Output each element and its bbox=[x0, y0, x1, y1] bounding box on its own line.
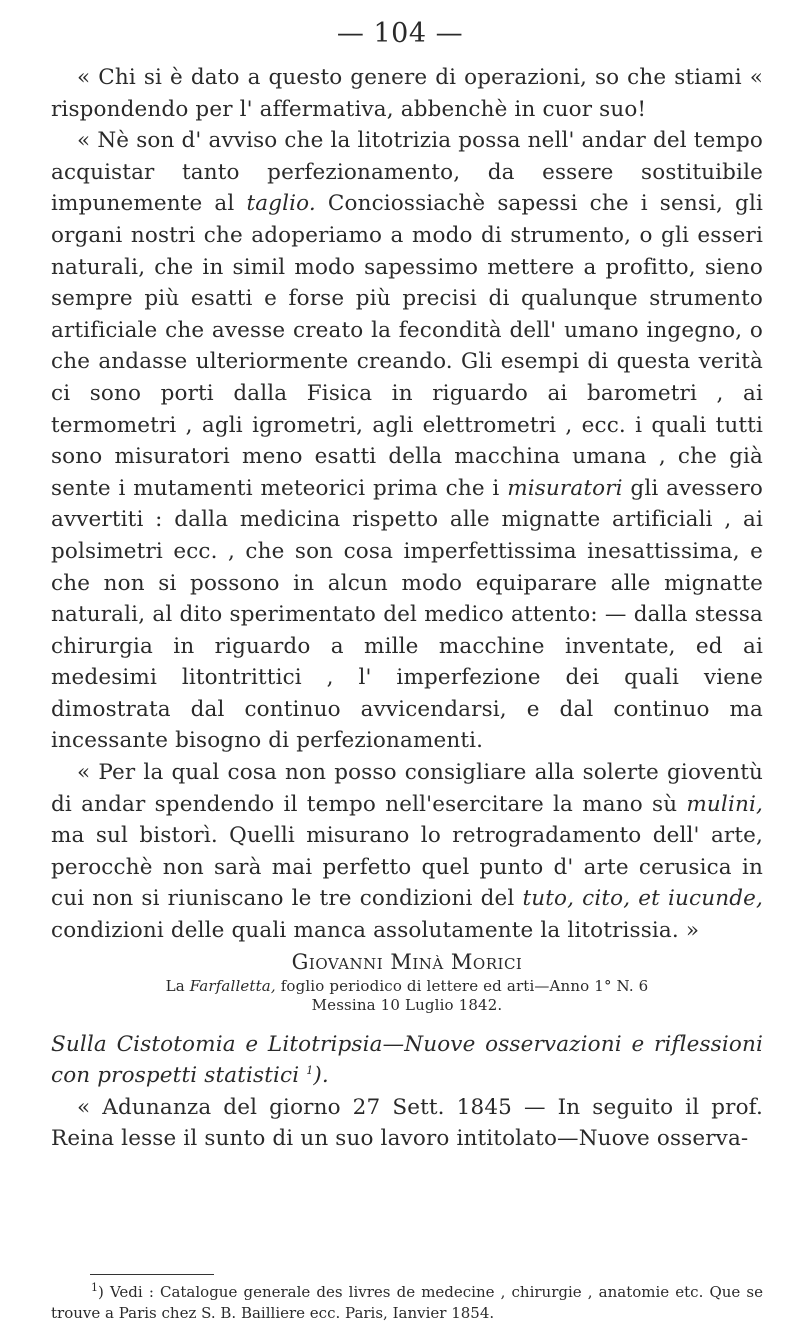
source-citation bbox=[51, 977, 763, 996]
paragraph-text: « Nè son d' avviso che la litotrizia possa nell' andar del tempo acquistar tanto perfezionamento, da essere sostituibile impunemente al bbox=[51, 128, 763, 217]
footnote-reference: 1 bbox=[306, 1064, 314, 1078]
section-title-text: Sulla Cistotomia e Litotripsia—Nuove osservazioni e riflessioni con prospetti statistici bbox=[51, 1031, 763, 1089]
paragraph-quote-2 bbox=[51, 125, 763, 757]
paragraph-adunanza bbox=[51, 1092, 763, 1155]
paragraph-quote-1 bbox=[51, 62, 763, 125]
paragraph-text: condizioni delle quali manca assolutamente la litotrissia. » bbox=[51, 918, 700, 944]
section-title bbox=[51, 1029, 763, 1092]
italic-term: misuratori bbox=[507, 475, 623, 501]
section-title-end: ). bbox=[313, 1063, 329, 1089]
page-number: — 104 — bbox=[336, 18, 464, 49]
footnote-text: ) Vedi : Catalogue generale des livres de medecine , chirurgie , anatomie etc. Que se trouve a Paris chez S. B. Bailliere ecc. Paris, Ianvier 1854. bbox=[51, 1283, 763, 1322]
paragraph-text: « Chi si è dato a questo genere di operazioni, so che stiami « rispondendo per l' affermativa, abbenchè in cuor suo! bbox=[51, 65, 763, 122]
footnote-divider bbox=[90, 1274, 214, 1275]
source-journal: Farfalletta, bbox=[189, 976, 276, 995]
footnote-mark: 1 bbox=[91, 1281, 98, 1294]
source-prefix: La bbox=[165, 976, 190, 995]
paragraph-text: Conciossiachè sapessi che i sensi, gli organi nostri che adoperiamo a modo di strumento, o gli esseri naturali, che in simil modo sapessimo mettere a profitto, sieno sempre più esatti e forse più precisi di qualunque strumento artificiale che avesse creato la fecondità dell' umano ingegno, o che andasse ulteriormente creando. Gli esempi di questa verità ci sono porti dalla Fisica in riguardo ai barometri , ai termometri , agli igrometri, agli elettrometri , ecc. i quali tutti sono misuratori meno esatti della macchina umana , che già sente i mutamenti meteorici prima che i bbox=[51, 191, 763, 501]
author-signature: Giovanni Minà Morici bbox=[291, 949, 523, 974]
italic-term: mulini, bbox=[686, 791, 763, 817]
paragraph-text: « Per la qual cosa non posso consigliare alla solerte gioventù di andar spendendo il tempo nell'esercitare la mano sù bbox=[51, 760, 763, 817]
body-text bbox=[51, 62, 763, 1155]
italic-term: taglio. bbox=[246, 191, 316, 217]
source-citation-line2: Messina 10 Luglio 1842. bbox=[311, 995, 503, 1014]
paragraph-text: ma sul bistorì. Quelli misurano lo retrogradamento dell' arte, perocchè non sarà mai perfetto quel punto d' arte cerusica in cui non si riuniscano le tre condizioni del bbox=[51, 823, 763, 912]
footnote bbox=[51, 1282, 763, 1324]
source-details: foglio periodico di lettere ed arti—Anno 1° N. 6 bbox=[275, 976, 649, 995]
paragraph-quote-3 bbox=[51, 757, 763, 947]
paragraph-text: « Adunanza del giorno 27 Sett. 1845 — In seguito il prof. Reina lesse il sunto di un suo lavoro intitolato—Nuove osserva- bbox=[51, 1094, 763, 1152]
paragraph-text: gli avessero avvertiti : dalla medicina rispetto alle mignatte artificiali , ai polsimetri ecc. , che son cosa imperfettissima inesattissima, e che non si possono in alcun modo equiparare alle mignatte naturali, al dito sperimentato del medico attento: — dalla stessa chirurgia in riguardo a mille macchine inventate, ed ai medesimi litontrittici , l' imperfezione dei quali viene dimostrata dal continuo avvicendarsi, e dal continuo ma incessante bisogno di perfezionamenti. bbox=[51, 475, 763, 754]
italic-term: tuto, cito, et iucunde, bbox=[522, 886, 763, 912]
